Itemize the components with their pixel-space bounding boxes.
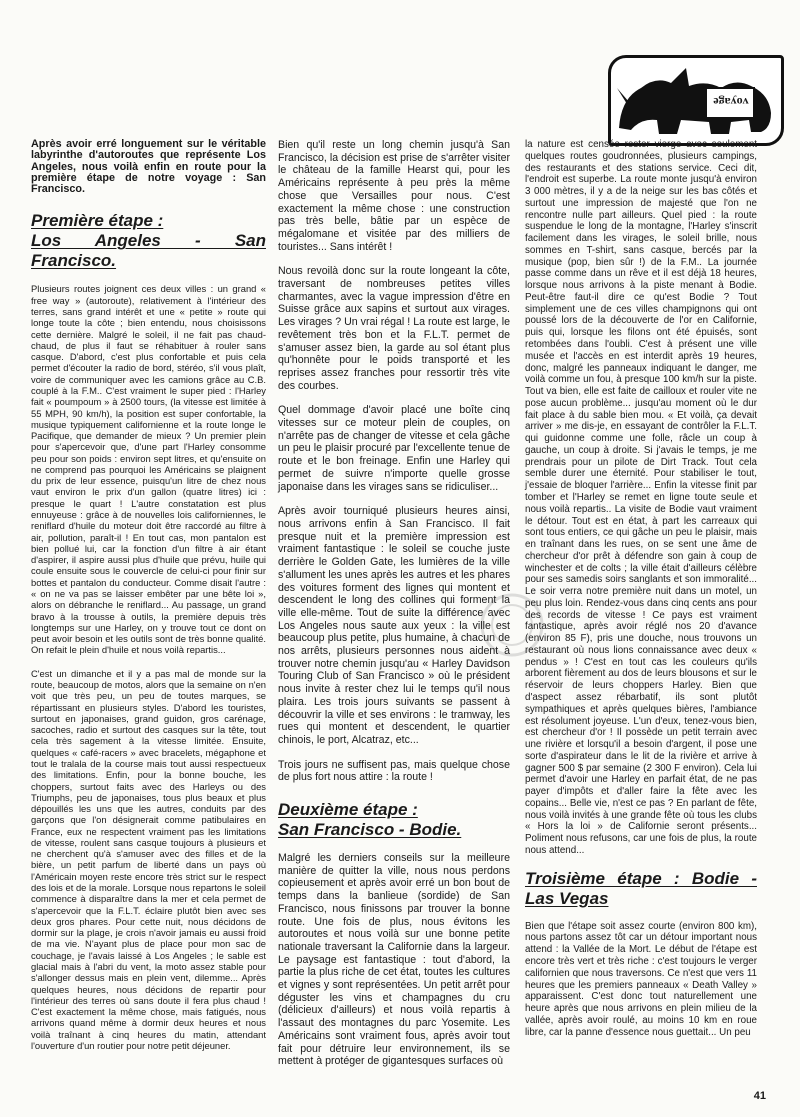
- section3-paragraph-1: Bien que l'étape soit assez courte (environ 800 km), nous partons assez tôt car un détour important nous attend : la Vallée de la Mort. Le début de l'étape est encore très vert et très riche : c'est toujours le verger californien que nous traversons. Ce n'est que vers 11 heures que les premiers panneaux « Death Valley » apparaissent. C'est donc tout naturellement une heure après que nous arrivons en plein milieu de la vallée, après avoir roulé, au moins 10 km en roue libre, car la panne d'essence nous guettait... Un peu: [525, 920, 757, 1038]
- section1-paragraph-2: C'est un dimanche et il y a pas mal de monde sur la route, beaucoup de motos, alors que la semaine on n'en voit que très peu, un peu de toutes marques, se répartissant en plusieurs styles. D'abord les touristes, surtout en japonaises, grand guidon, gros carénage, sacoches, radio et surtout des casques sur la tête, tout cela très sagement à la vitesse limitée. Ensuite, quelques « café-racers » avec bracelets, mégaphone et tout le tralala de la course mais tout aussi respectueux des limitations. Enfin, pour la bonne bouche, les choppers, surtout faits avec des Harleys ou des Triumphs, peu de japonaises, tous plus beaux et plus dépouillés les uns que les autres, conduits par des garçons que l'on désignerait comme patibulaires en France, eux ne respectent vraiment pas les limitations de vitesse, roulent sans casque toujours à plusieurs et ne cherchent qu'à s'amuser avec des filles et de la bière, un petit parfum de liberté dans un pays où l'Américain moyen reste encore très strict sur le respect des lois et de la morale. Lorsque nous repartons le soleil commence à disparaître dans la mer et cela permet de s'apercevoir que la F.L.T. éclaire plutôt bien avec ses deux gros phares. Pour cette nuit, nous décidons de dormir sur la plage, je crois n'avoir jamais eu aussi froid de ma vie. N'ayant plus de place pour mon sac de couchage, je l'avais laissé à Los Angeles ; le sable est glacial mais à l'abri du vent, la moto assez stable pour s'allonger dessus mais en plein vent, dilemme... Après quelques heures, nous décidons de repartir pour l'intérieur des terres où sans doute il fera plus chaud ! C'est exactement la même chose, mais fatigués, nous arrivons quand même à dormir deux heures et nous voilà traînant à cinq heures du matin, attendant l'ouverture d'un routier pour notre petit déjeuner.: [31, 667, 266, 1051]
- section1-paragraph-5: Quel dommage d'avoir placé une boîte cinq vitesses sur ce moteur plein de couples, on n'arrête pas de changer de vitesse et cela gâche un peu le plaisir procuré par l'excellente tenue de route et le bon freinage. Enfin une Harley qui permet de suivre n'importe quelle grosse japonaise dans les virages sans se ridiculiser...: [278, 404, 510, 493]
- voyage-logo: [608, 55, 784, 146]
- section3-title-text: Troisième étape : Bodie - Las Vegas: [525, 868, 757, 908]
- section1-paragraph-3: Bien qu'il reste un long chemin jusqu'à San Francisco, la décision est prise de s'arrêter visiter le château de la famille Hearst qui, pour les Américains représente à peu près la même chose que Versailles pour nous. C'est exactement la même chose : une construction pas très belle, bâtie par un espèce de mégalomane et visitée par des milliers de touristes... Sans intérêt !: [278, 139, 510, 253]
- section1-paragraph-7: Trois jours ne suffisent pas, mais quelque chose de plus fort nous attire : la route !: [278, 758, 510, 784]
- section1-title-line2: Los Angeles - San Francisco.: [31, 231, 266, 271]
- section3-title: [525, 869, 757, 909]
- section2-paragraph-1: Malgré les derniers conseils sur la meilleure manière de quitter la ville, nous nous perdons copieusement et après avoir erré un bon bout de temps dans la banlieue (sordide) de San Francisco, nous finissons par trouver la bonne route. Une fois de plus, nous évitons les autoroutes et nous voilà sur une bonne petite nationale traversant la Californie dans la largeur. Le paysage est fantastique : tout d'abord, la partie la plus riche de cet état, toutes les cultures et vignes y sont représentées. Un petit arrêt pour déguster les vins et champagnes du cru (délicieux d'ailleurs) et nous voilà repartis à l'assaut des montagnes du parc Yosemite. Les Américains sont vraiment fous, après avoir tout fait pour détruire leur environnement, ils se mettent à protéger de gigantesques surfaces où: [278, 852, 510, 1068]
- column-2: [278, 139, 510, 1080]
- rhino-icon: [611, 58, 781, 143]
- intro-paragraph: Après avoir erré longuement sur le véritable labyrinthe d'autoroutes que représente Los Angeles, nous voilà enfin en route pour la première étape de notre voyage : San Francisco.: [31, 138, 266, 196]
- section2-title-line2: San Francisco - Bodie.: [278, 820, 462, 840]
- section1-title: [31, 211, 266, 271]
- section1-paragraph-4: Nous revoilà donc sur la route longeant la côte, traversant de nombreuses petites villes charmantes, avec la vague impression d'être en Suisse grâce aux sapins et surtout aux virages. Les virages ? Un vrai régal ! La route est large, le revêtement très bon et la F.L.T. permet de s'amuser assez bien, la garde au sol étant plus qu'honnête pour le poids transporté et les reprises assez franches pour ressortir très vite des courbes.: [278, 265, 510, 392]
- column-1: [31, 139, 266, 1063]
- section1-title-line1: Première étape :: [31, 211, 164, 231]
- section2-title-line1: Deuxième étape :: [278, 800, 418, 820]
- section2-title: [278, 800, 510, 840]
- section2-paragraph-1-continued: la nature est censée rester vierge avec seulement quelques routes goudronnées, plusieurs campings, des restaurants et des stations service. Ceci dit, l'endroit est superbe. La route monte jusqu'à environ 3 000 mètres, il y a de la neige sur les bas côtés et surtout une impression de majesté que l'on ne rencontre nulle part ailleurs. Quel pied : la route suspendue le long de la montagne, l'Harley s'inscrit facilement dans les virages, le soleil brille, nous sommes en T-shirt, sans casque, bercés par la musique (pop, bien sûr !) de la F.M.. La journée passe comme dans un rêve et il est déjà 18 heures, lorsque nous arrivons à la piste menant à Bodie. Peut-être faut-il dire ce qu'est Bodie ? Tout simplement une de ces villes champignons qui ont poussé lors de la découverte de l'or en Californie, puis qui, lorsque les filons ont été épuisés, sont retombées dans l'oubli. C'est à présent une ville musée et l'accès en est interdit après 19 heures, donc, malgré les panneaux indiquant le danger, me voilà comme un fou, à presque 100 km/h sur la piste. Tout va bien, elle est faite de cailloux et rouler vite ne pose aucun problème... jusqu'au moment où le dur fait place à du sable bien mou. « Et voilà, ça devait arriver » me dis-je, en essayant de contrôler la F.L.T. qui guidonne comme une folle, râcle un coup à gauche, un coup à droite. Si j'avais le temps, je me prendrais pour un pilote de Dirt Track. Tout cela semble durer une éternité. Pour stabiliser le tout, j'essaie de bloquer l'arrière... Enfin la vitesse finit par tomber et l'Harley se remet en ligne toute seule et nous voilà repartis.. La visite de Bodie vaut vraiment le détour. Tout est en état, à part les carreaux qui sont tous entiers, ce qui gâche un peu le plaisir, mais en traînant dans les rues, on se sent une âme de chercheur d'or prêt à défendre son gain à coup de winchester et de colts ; la ville était d'ailleurs célèbre pour ses samedis soirs sanglants et son immoralité... Le soir verra notre première nuit dans un motel, un peu plus loin. Rendez-vous dans cinq cents ans pour des records de vitesse ! Ce pays est vraiment fantastique, après avoir réglé nos 20 d'avance (environ 85 F), pris une douche, nous trouvons un restaurant où nous lions connaissance avec deux « pendus » ! C'est en tout cas les couleurs qu'ils arborent fièrement au dos de leurs blousons et sur le réservoir de leurs choppers Harley. Bien que d'aspect assez rébarbatif, ils sont plutôt sympathiques et après quelques bières, l'ambiance est résolument joyeuse. L'un d'eux, tenez-vous bien, est chercheur d'or ! Il possède un petit terrain avec une rivière et lorsqu'il a besoin d'argent, il pose une sorte d'aspirateur dans le lit de la rivière et arrive à gagner 500 $ par semaine (2 300 F environ). Cela lui permet d'avoir une Harley en parfait état, de ne pas payer d'impôts et d'aller faire la fête avec les copains... Belle vie, n'est ce pas ? En parlant de fête, nous voilà invités à une grande fête où tous les clubs « Hors la loi » de Californie seront présents... Poliment nous refusons, car une fois de plus, la route nous attend...: [525, 139, 757, 856]
- column-3: [525, 139, 757, 1050]
- page-number: 41: [753, 1090, 766, 1102]
- section1-paragraph-1: Plusieurs routes joignent ces deux villes : un grand « free way » (autoroute), relativement à l'intérieur des terres, sans grand intérêt et une « petite » route qui longe toute la côte ; bien entendu, nous choisissons cette dernière. Malgré le soleil, il ne fait pas chaud-chaud, de plus il faut se réhabituer à rouler sans casque. D'abord, c'est plus confortable et puis cela permet d'écouter la radio de bord, stéréo, s'il vous plaît, voire de communiquer avec les camions grâce au C.B. couplé à la F.M.. C'est vraiment le super pied : l'Harley fait « poumpoum » à 2500 tours, (la vitesse est limitée à 55 MPH, 90 km/h), la position est super confortable, la musique typiquement californienne et la route longe le Pacifique, que demander de mieux ? Un premier plein pour s'apercevoir que, d'une part l'Harley consomme peu pour son poids : environ sept litres, et qu'ensuite on ne comprend pas pourquoi les Américains se plaignent du prix de leur essence, puisqu'un litre de chez nous vaut environ le prix d'un gallon (quatre litres) ici : presque le quart ! L'autre constatation est plus ennuyeuse : grâce à de nouvelles lois californiennes, le reniflard d'huile du moteur doit être raccordé au filtre à air, pollution, paraît-il ! En tout cas, mon pantalon est bien pollué lui, car la fonction d'un filtre à air étant d'aspirer, il aspire aussi plus d'huile que prévu, huile qui coule ensuite sous le couvercle de celui-ci pour finir sur bottes et pantalon du conducteur. Comme disait l'autre : « on ne va pas se laisser embêter par une bête loi », alors on débranche le reniflard... Au passage, un grand bravo à la trousse à outils, la première depuis très longtemps sur une Harley, on y trouve tout ce dont on peut avoir besoin et les outils sont de très bonne qualité. On refait le plein d'huile et nous voilà repartis...: [31, 283, 266, 656]
- logo-text: voyage: [713, 95, 749, 109]
- section1-paragraph-6: Après avoir tourniqué plusieurs heures ainsi, nous arrivons enfin à San Francisco. Il fait presque nuit et la première impression est vraiment fantastique : le soleil se couche juste derrière le Golden Gate, les lumières de la ville s'allument les unes après les autres et les phares des voitures forment des lignes qui montent et descendent le long des collines qui forment la ville elle-même. Tout de suite la différence avec Los Angeles nous saute aux yeux : la ville est beaucoup plus petite, plus humaine, à chacun de nos arrêts, plusieurs personnes nous aident à trouver notre chemin jusqu'au « Harley Davidson Touring Club of San Francisco » où le président nous invite à rester chez lui le temps qu'il nous plaira. Les trois jours suivants se passent à découvrir la ville et ses environs : le tramway, les rues qui montent et descendent, le quartier chinois, le port, Alcatraz, etc...: [278, 505, 510, 746]
